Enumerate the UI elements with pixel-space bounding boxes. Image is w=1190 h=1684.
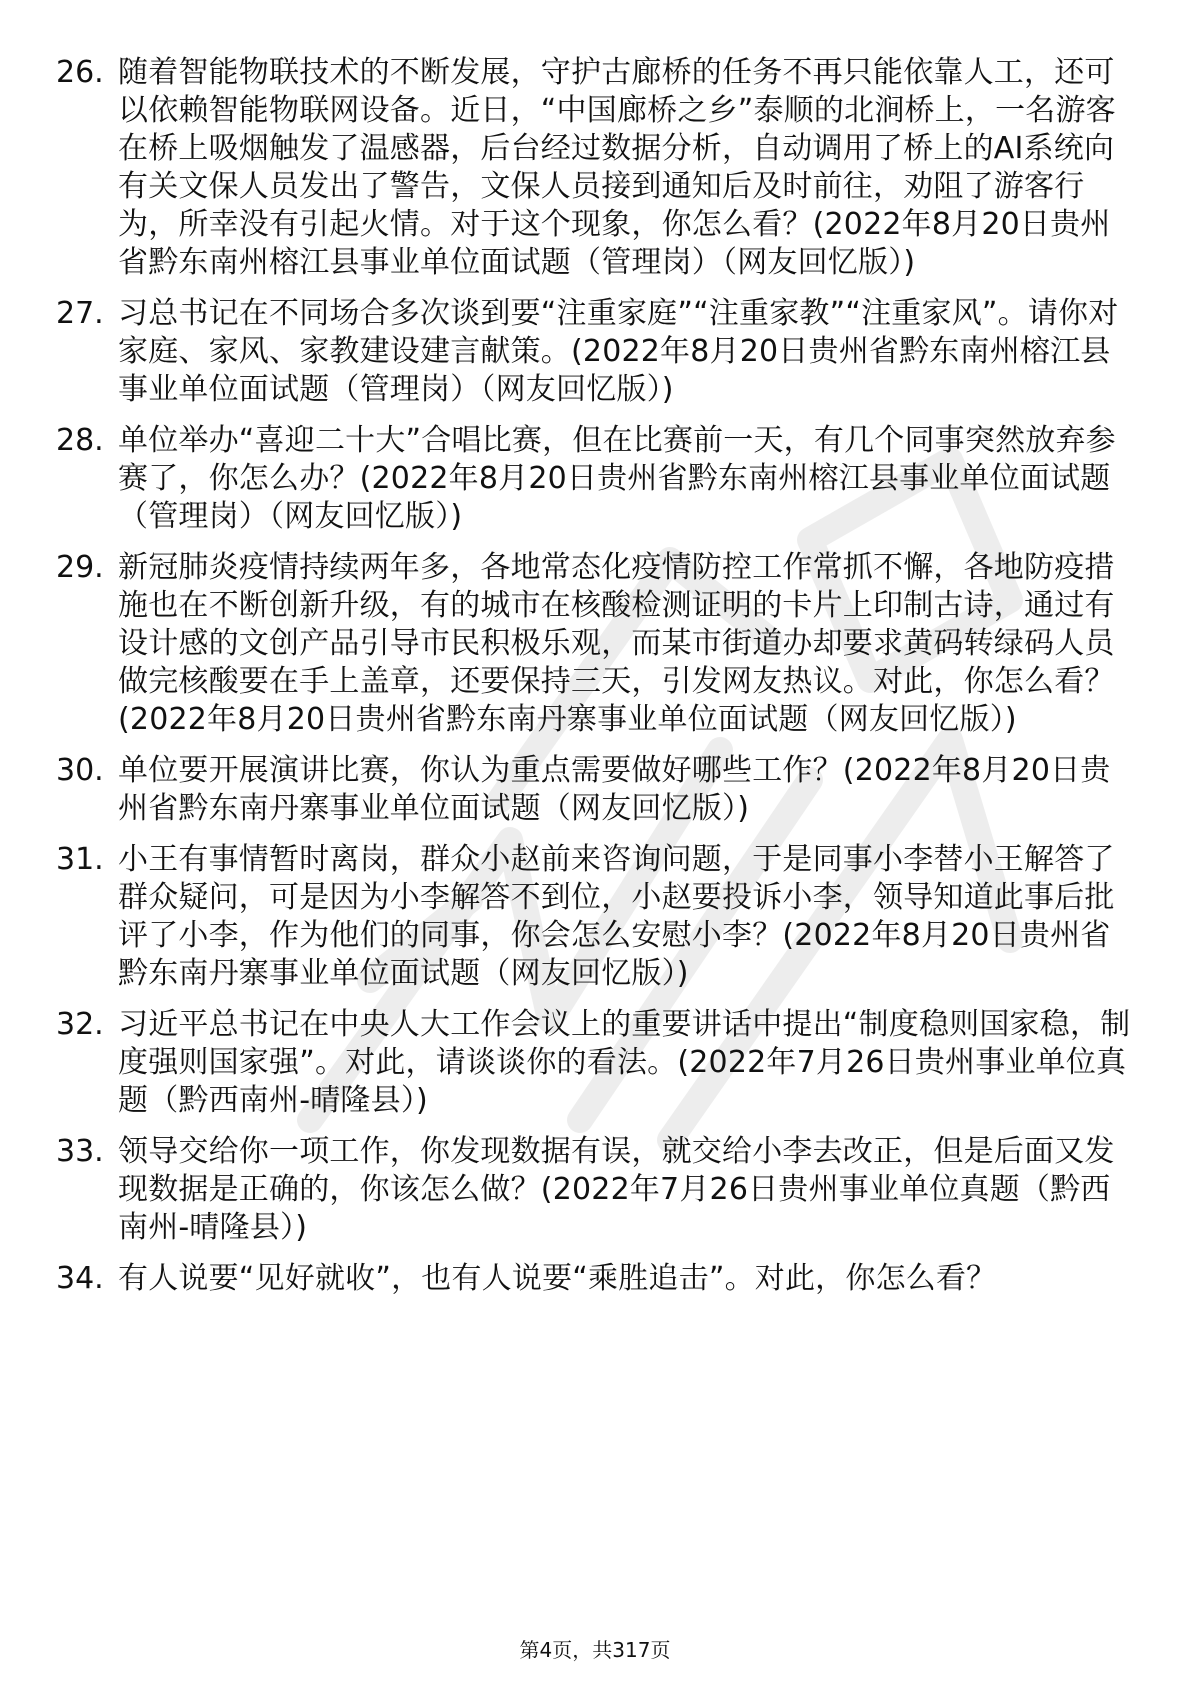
question-text: 领导交给你一项工作，你发现数据有误，就交给小李去改正，但是后面又发现数据是正确的，你该怎么做？(2022年7月26日贵州事业单位真题（黔西南州-晴隆县）) xyxy=(118,1134,1115,1245)
question-item xyxy=(56,1260,1136,1298)
question-item xyxy=(56,841,1136,993)
question-number: 31. xyxy=(56,842,104,877)
question-item xyxy=(56,752,1136,828)
question-item xyxy=(56,1006,1136,1120)
question-number: 27. xyxy=(56,296,104,331)
question-text: 有人说要“见好就收”，也有人说要“乘胜追击”。对此，你怎么看？ xyxy=(118,1261,997,1296)
question-number: 34. xyxy=(56,1261,104,1296)
question-item xyxy=(56,549,1136,739)
question-number: 28. xyxy=(56,423,104,458)
question-text: 习总书记在不同场合多次谈到要“注重家庭”“注重家教”“注重家风”。请你对家庭、家风、家教建设建言献策。(2022年8月20日贵州省黔东南州榕江县事业单位面试题（管理岗）（网友回忆版）) xyxy=(118,296,1119,407)
question-item xyxy=(56,54,1136,282)
question-number: 29. xyxy=(56,550,104,585)
page-footer: 第4页，共317页 xyxy=(519,1638,671,1662)
question-text: 习近平总书记在中央人大工作会议上的重要讲话中提出“制度稳则国家稳，制度强则国家强”。对此，请谈谈你的看法。(2022年7月26日贵州事业单位真题（黔西南州-晴隆县）) xyxy=(118,1007,1131,1118)
question-number: 30. xyxy=(56,753,104,788)
question-item xyxy=(56,295,1136,409)
question-text: 新冠肺炎疫情持续两年多，各地常态化疫情防控工作常抓不懈，各地防疫措施也在不断创新升级，有的城市在核酸检测证明的卡片上印制古诗，通过有设计感的文创产品引导市民积极乐观，而某市街道办却要求黄码转绿码人员做完核酸要在手上盖章，还要保持三天，引发网友热议。对此，你怎么看？(2022年8月20日贵州省黔东南丹寨事业单位面试题（网友回忆版）) xyxy=(118,550,1115,737)
question-item xyxy=(56,422,1136,536)
question-number: 33. xyxy=(56,1134,104,1169)
question-number: 26. xyxy=(56,55,104,90)
question-item xyxy=(56,1133,1136,1247)
question-text: 单位举办“喜迎二十大”合唱比赛，但在比赛前一天，有几个同事突然放弃参赛了，你怎么办？(2022年8月20日贵州省黔东南州榕江县事业单位面试题（管理岗）（网友回忆版）) xyxy=(118,423,1116,534)
question-number: 32. xyxy=(56,1007,104,1042)
question-list xyxy=(56,54,1136,1311)
question-text: 随着智能物联技术的不断发展，守护古廊桥的任务不再只能依靠人工，还可以依赖智能物联网设备。近日，“中国廊桥之乡”泰顺的北涧桥上，一名游客在桥上吸烟触发了温感器，后台经过数据分析，自动调用了桥上的AI系统向有关文保人员发出了警告，文保人员接到通知后及时前往，劝阻了游客行为，所幸没有引起火情。对于这个现象，你怎么看？(2022年8月20日贵州省黔东南州榕江县事业单位面试题（管理岗）（网友回忆版）) xyxy=(118,55,1116,280)
question-text: 单位要开展演讲比赛，你认为重点需要做好哪些工作？(2022年8月20日贵州省黔东南丹寨事业单位面试题（网友回忆版）) xyxy=(118,753,1111,826)
question-text: 小王有事情暂时离岗，群众小赵前来咨询问题，于是同事小李替小王解答了群众疑问，可是因为小李解答不到位，小赵要投诉小李，领导知道此事后批评了小李，作为他们的同事，你会怎么安慰小李？(2022年8月20日贵州省黔东南丹寨事业单位面试题（网友回忆版）) xyxy=(118,842,1115,991)
